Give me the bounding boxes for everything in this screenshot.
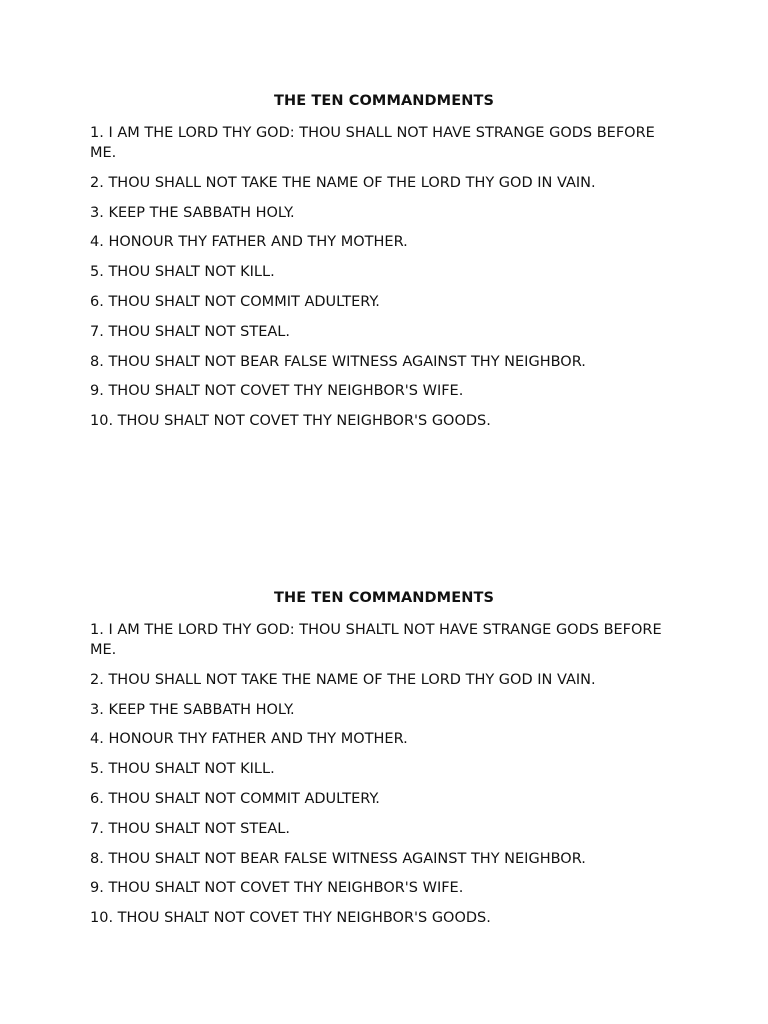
commandments-section-1	[90, 92, 678, 441]
commandment-3: 3. KEEP THE SABBATH HOLY.	[90, 701, 295, 718]
commandment-2: 2. THOU SHALL NOT TAKE THE NAME OF THE LORD THY GOD IN VAIN.	[90, 174, 596, 191]
commandment-10: 10. THOU SHALT NOT COVET THY NEIGHBOR'S GOODS.	[90, 413, 491, 430]
commandment-7: 7. THOU SHALT NOT STEAL.	[90, 323, 290, 340]
commandment-6: 6. THOU SHALT NOT COMMIT ADULTERY.	[90, 790, 380, 807]
commandment-3: 3. KEEP THE SABBATH HOLY.	[90, 204, 295, 221]
commandment-9: 9. THOU SHALT NOT COVET THY NEIGHBOR'S WIFE.	[90, 383, 464, 400]
section-title: THE TEN COMMANDMENTS	[274, 93, 494, 109]
commandment-1: 1. I AM THE LORD THY GOD: THOU SHALTL NOT HAVE STRANGE GODS BEFORE ME.	[90, 622, 662, 658]
commandment-10: 10. THOU SHALT NOT COVET THY NEIGHBOR'S GOODS.	[90, 910, 491, 927]
commandments-section-2	[90, 589, 678, 938]
commandment-1: 1. I AM THE LORD THY GOD: THOU SHALL NOT HAVE STRANGE GODS BEFORE ME.	[90, 125, 655, 161]
commandment-7: 7. THOU SHALT NOT STEAL.	[90, 820, 290, 837]
commandment-8: 8. THOU SHALT NOT BEAR FALSE WITNESS AGAINST THY NEIGHBOR.	[90, 353, 586, 370]
commandment-8: 8. THOU SHALT NOT BEAR FALSE WITNESS AGAINST THY NEIGHBOR.	[90, 850, 586, 867]
commandment-4: 4. HONOUR THY FATHER AND THY MOTHER.	[90, 731, 408, 748]
commandment-6: 6. THOU SHALT NOT COMMIT ADULTERY.	[90, 293, 380, 310]
section-title: THE TEN COMMANDMENTS	[274, 590, 494, 606]
commandment-5: 5. THOU SHALT NOT KILL.	[90, 264, 275, 281]
commandment-2: 2. THOU SHALL NOT TAKE THE NAME OF THE LORD THY GOD IN VAIN.	[90, 671, 596, 688]
commandment-4: 4. HONOUR THY FATHER AND THY MOTHER.	[90, 234, 408, 251]
commandment-9: 9. THOU SHALT NOT COVET THY NEIGHBOR'S WIFE.	[90, 880, 464, 897]
commandment-5: 5. THOU SHALT NOT KILL.	[90, 761, 275, 778]
